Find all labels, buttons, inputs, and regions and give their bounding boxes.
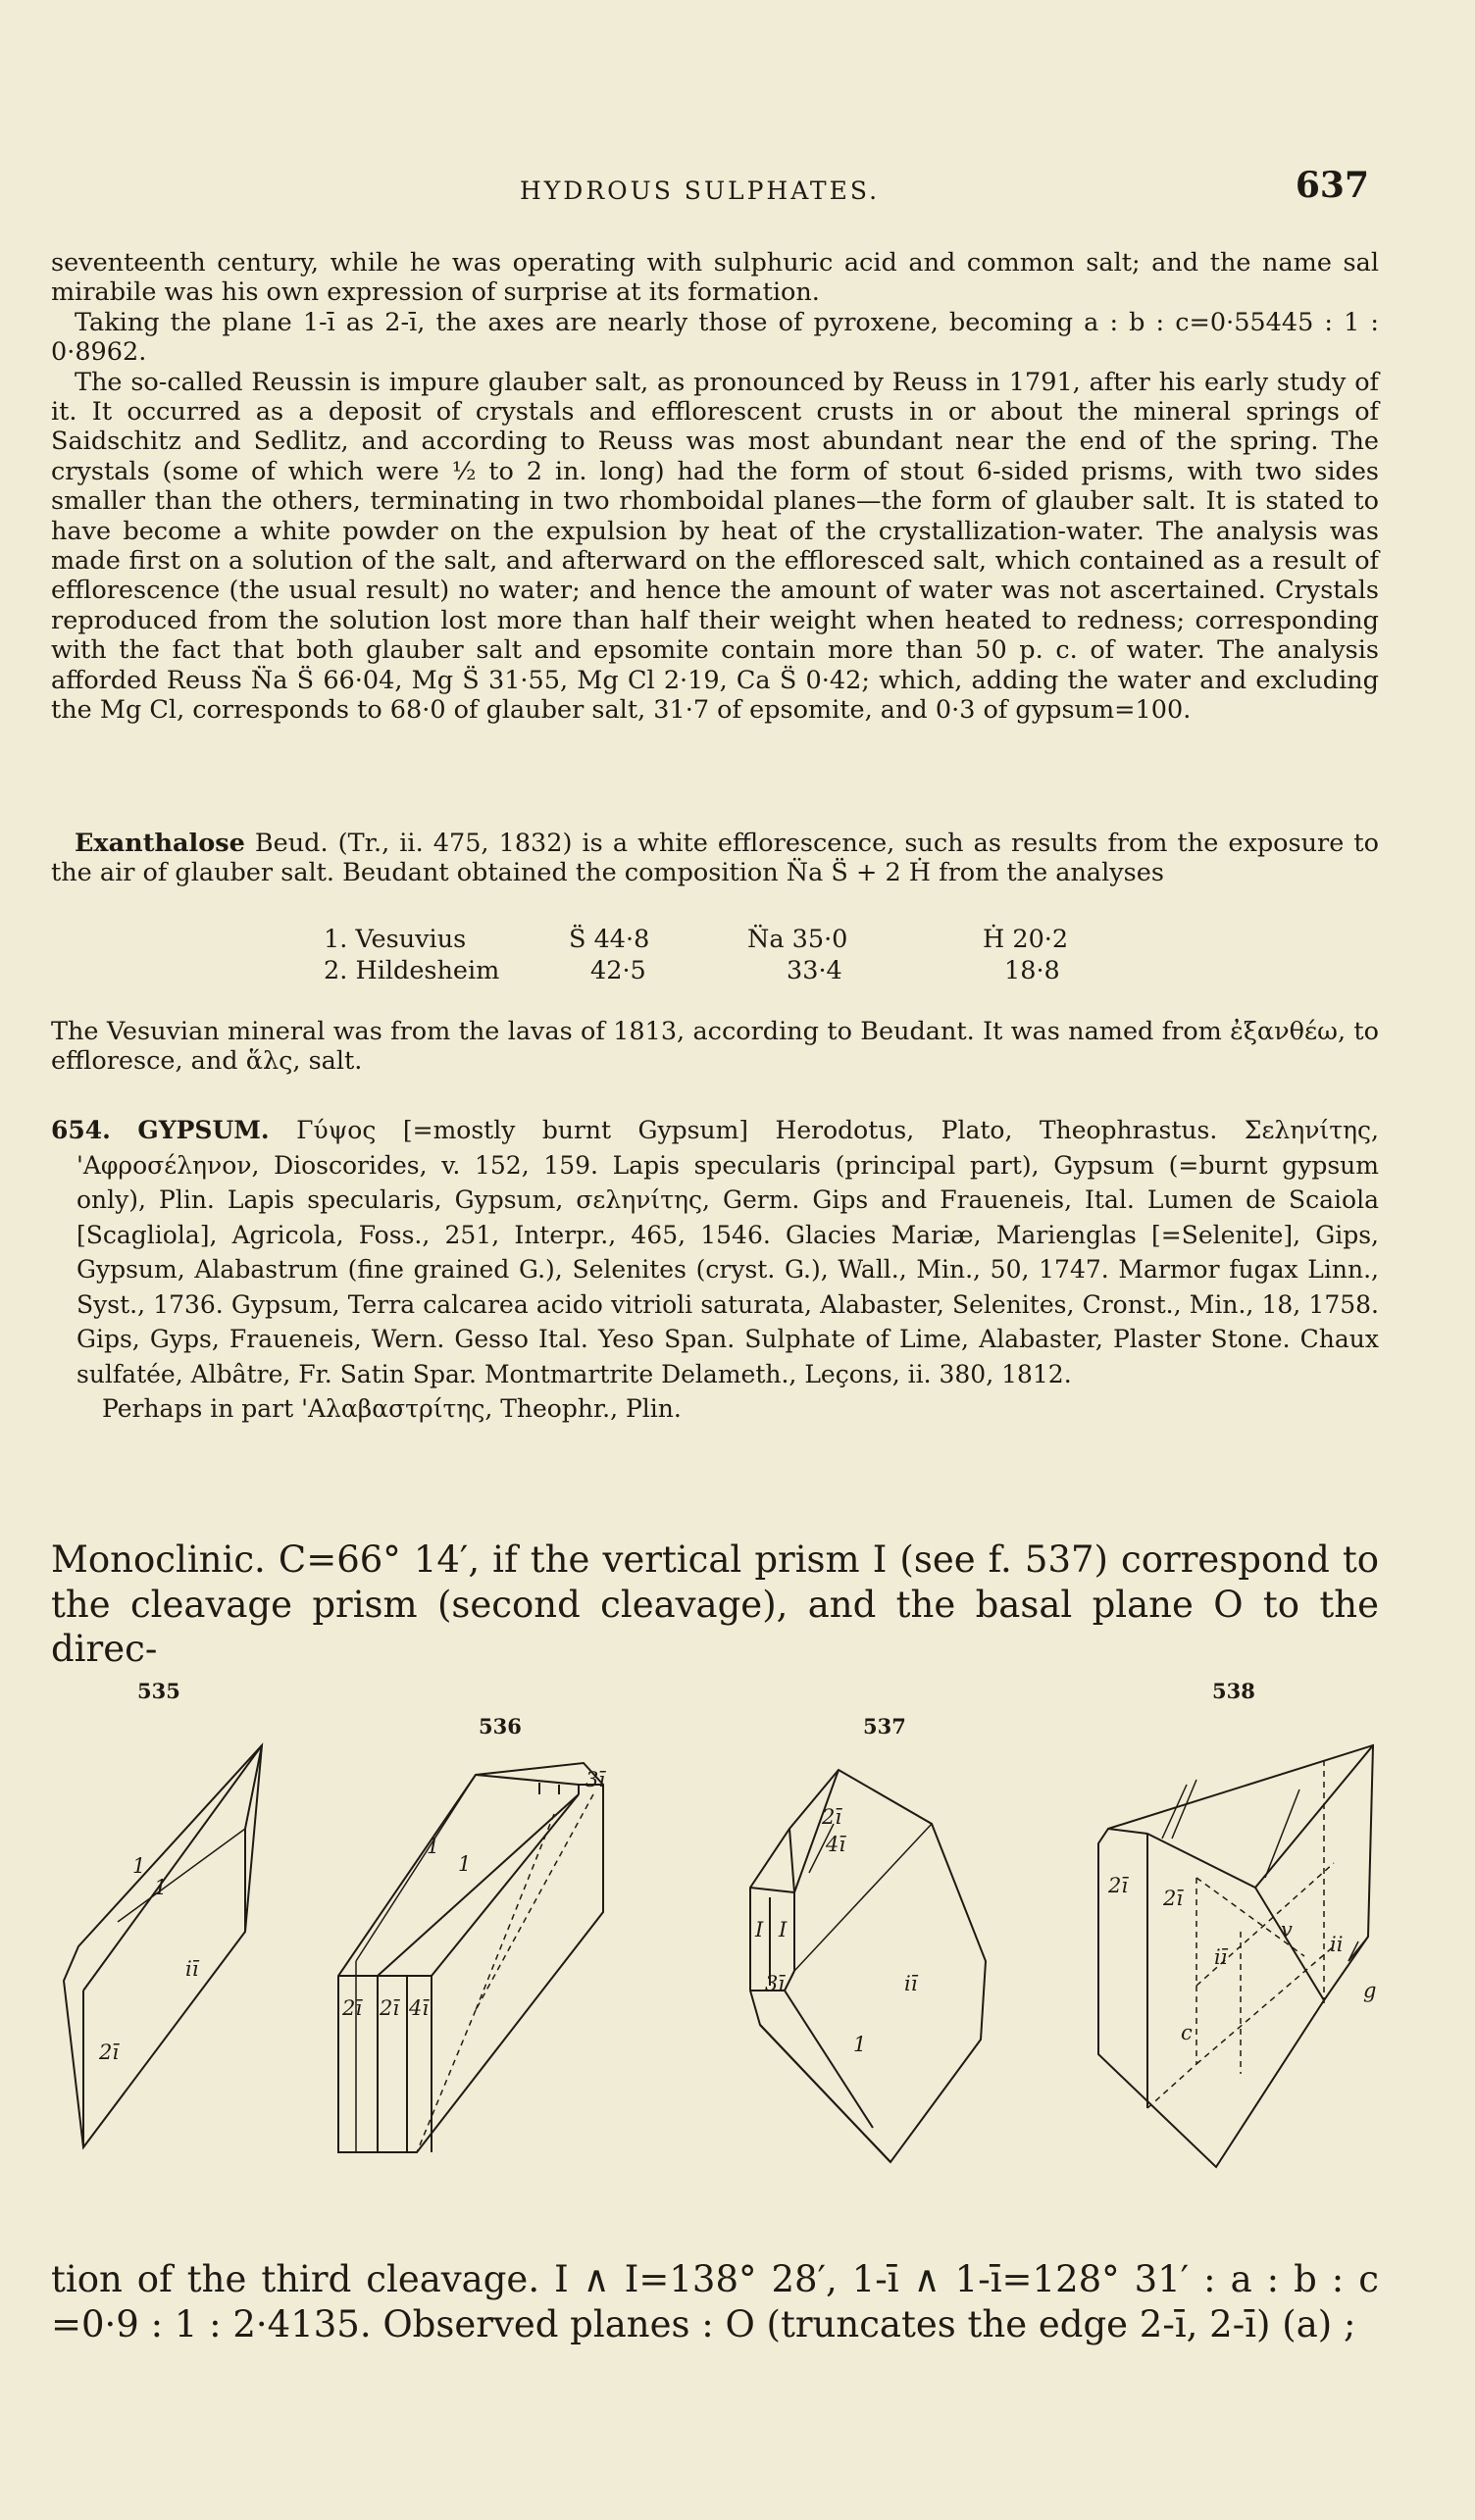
fig537-label-4i: 4ī	[826, 1833, 846, 1856]
intro-paragraph-2: Taking the plane 1-ī as 2-ī, the axes are nearly those of pyroxene, becoming a : b : c=0·55445 : 1 : 0·8962.	[51, 307, 1379, 368]
exanthalose-text: Beud. (Tr., ii. 475, 1832) is a white efflorescence, such as results from the exposure to the air of glauber salt. Beudant obtained the composition N̈a S̈ + 2 Ḣ from the analyses	[51, 829, 1379, 888]
analysis-1-number: 1.	[324, 925, 348, 954]
fig535-label-ii: iī	[185, 1957, 199, 1981]
intro-paragraph-1: seventeenth century, while he was operating with sulphuric acid and common salt; and the name sal mirabile was his own expression of surprise at its formation.	[51, 248, 1379, 308]
page-number: 637	[1295, 165, 1369, 206]
exanthalose-note-text: The Vesuvian mineral was from the lavas of 1813, according to Beudant. It was named from ἐξανθέω, to effloresce, and ἅλς, salt.	[51, 1017, 1379, 1077]
fig535-label-1b: 1	[154, 1876, 168, 1899]
fig538-label-g: g	[1363, 1979, 1377, 2002]
analysis-1-locality	[324, 924, 569, 955]
fig537-label-3i: 3ī	[765, 1972, 786, 1995]
figure-536-label: 536	[479, 1714, 522, 1739]
exanthalose-paragraph	[51, 829, 1379, 888]
exanthalose-note	[51, 1017, 1379, 1077]
synonymy-text: Γύψος [=mostly burnt Gypsum] Herodotus, Plato, Theophrastus. Σεληνίτης, 'Αφροσέληνον, Dioscorides, v. 152, 159. Lapis specularis (principal part), Gypsum (=burnt gypsum only), Plin. Lapis specularis, Gypsum, σεληνίτης, Germ. Gips and Fraueneis, Ital. Lumen de Scaiola [Scagliola], Agricola, Foss., 251, Interpr., 465, 1546. Glacies Mariæ, Marienglas [=Selenite], Gips, Gypsum, Alabastrum (fine grained G.), Selenites (cryst. G.), Wall., Min., 50, 1747. Marmor fugax Linn., Syst., 1736. Gypsum, Terra calcarea acido vitrioli saturata, Alabaster, Selenites, Cronst., Min., 18, 1758. Gips, Gyps, Fraueneis, Wern. Gesso Ital. Yeso Span. Sulphate of Lime, Alabaster, Plaster Stone. Chaux sulfatée, Albâtre, Fr. Satin Spar. Montmartrite Delameth., Leçons, ii. 380, 1812.	[76, 1116, 1379, 1388]
running-head: HYDROUS SULPHATES.	[520, 176, 881, 205]
gypsum-heading-paragraph	[51, 1113, 1379, 1391]
fig537-label-1: 1	[853, 2033, 867, 2056]
species-number: 654.	[51, 1116, 111, 1144]
fig536-label-1b: 1	[458, 1852, 472, 1876]
fig536-label-4i: 4ī	[409, 1996, 430, 2020]
analysis-2-number: 2.	[324, 956, 348, 985]
third-cleavage-paragraph: tion of the third cleavage. I ∧ I=138° 28′, 1-ī ∧ 1-ī=128° 31′ : a : b : c =0·9 : 1 : 2·4135. Observed planes : O (truncates the edge 2-ī, 2-ī) (a) ;	[51, 2258, 1379, 2345]
analysis-2-water: 18·8	[1004, 956, 1060, 985]
analysis-2-soda: 33·4	[787, 956, 842, 985]
fig536-label-2i-a: 2ī	[342, 1996, 363, 2020]
fig538-label-ii: iī	[1214, 1945, 1228, 1969]
species-name: GYPSUM.	[137, 1116, 270, 1144]
fig537-label-I-a: I	[755, 1918, 764, 1941]
intro-paragraph-3: The so-called Reussin is impure glauber salt, as pronounced by Reuss in 1791, after his early study of it. It occurred as a deposit of crystals and efflorescent crusts in or about the mineral springs of Saidschitz and Sedlitz, and according to Reuss was most abundant near the end of the spring. The crystals (some of which were ½ to 2 in. long) had the form of stout 6-sided prisms, with two sides smaller than the others, terminating in two rhomboidal planes—the form of glauber salt. It is stated to have become a white powder on the expulsion by heat of the crystallization-water. The analysis was made first on a solution of the salt, and afterward on the effloresced salt, which contained as a result of efflorescence (the usual result) no water; and hence the amount of water was not ascertained. Crystals reproduced from the solution lost more than half their weight when heated to redness; corresponding with the fact that both glauber salt and epsomite contain more than 50 p. c. of water. The analysis afforded Reuss N̈a S̈ 66·04, Mg S̈ 31·55, Mg Cl 2·19, Ca S̈ 0·42; which, adding the water and excluding the Mg Cl, corresponds to 68·0 of glauber salt, 31·7 of epsomite, and 0·3 of gypsum=100.	[51, 367, 1379, 726]
fig536-label-3i: 3ī	[585, 1768, 606, 1791]
page-header	[0, 165, 1475, 214]
analysis-2-place: Hildesheim	[355, 956, 500, 985]
glauber-salt-continuation	[51, 248, 1379, 726]
figure-537-label: 537	[863, 1714, 906, 1739]
figure-537-crystal-drawing	[736, 1755, 1000, 2167]
analysis-1-place: Vesuvius	[355, 925, 467, 954]
fig537-label-2i: 2ī	[822, 1805, 842, 1829]
exanthalose-name: Exanthalose	[75, 829, 245, 858]
figure-535-crystal-drawing	[54, 1736, 280, 2167]
perhaps-line: Perhaps in part 'Αλαβαστρίτης, Theophr., Plin.	[102, 1394, 682, 1423]
fig538-label-c: c	[1181, 2021, 1193, 2044]
figure-538-crystal-drawing	[1089, 1740, 1393, 2172]
fig535-label-2i: 2ī	[99, 2041, 120, 2064]
fig536-label-1a: 1	[427, 1835, 440, 1858]
exanthalose-analyses-table	[324, 924, 1068, 986]
table-row	[324, 924, 1068, 955]
fig537-label-I-b: I	[779, 1918, 788, 1941]
fig538-label-ii-b: ii	[1330, 1933, 1344, 1956]
analysis-2-locality	[324, 955, 569, 986]
fig535-label-1a: 1	[132, 1854, 146, 1878]
analysis-1-soda: N̈a 35·0	[747, 925, 848, 954]
main-text-top	[51, 1537, 1379, 1672]
main-text-bottom	[51, 2257, 1379, 2346]
crystal-outline	[64, 1745, 262, 2147]
fig538-label-v: v	[1281, 1918, 1293, 1941]
table-row	[324, 955, 1068, 986]
fig538-label-2i-a: 2ī	[1108, 1874, 1129, 1897]
figure-536-crystal-drawing	[329, 1755, 623, 2167]
exanthalose-section	[51, 829, 1379, 888]
fig536-label-2i-b: 2ī	[380, 1996, 400, 2020]
crystal-outline	[1098, 1745, 1373, 2167]
monoclinic-paragraph: Monoclinic. C=66° 14′, if the vertical prism I (see f. 537) correspond to the cleavage prism (second cleavage), and the basal plane O to the direc-	[51, 1538, 1379, 1670]
gypsum-synonymy	[51, 1113, 1379, 1427]
analysis-1-sulphur: S̈ 44·8	[569, 925, 650, 954]
fig537-label-ii: iī	[904, 1972, 918, 1995]
figure-535-label: 535	[137, 1679, 180, 1703]
crystal-outline	[750, 1770, 986, 2162]
fig538-label-2i-b: 2ī	[1163, 1887, 1184, 1910]
analysis-2-sulphur: 42·5	[590, 956, 646, 985]
figure-538-label: 538	[1212, 1679, 1255, 1703]
analysis-1-water: Ḣ 20·2	[983, 925, 1069, 954]
